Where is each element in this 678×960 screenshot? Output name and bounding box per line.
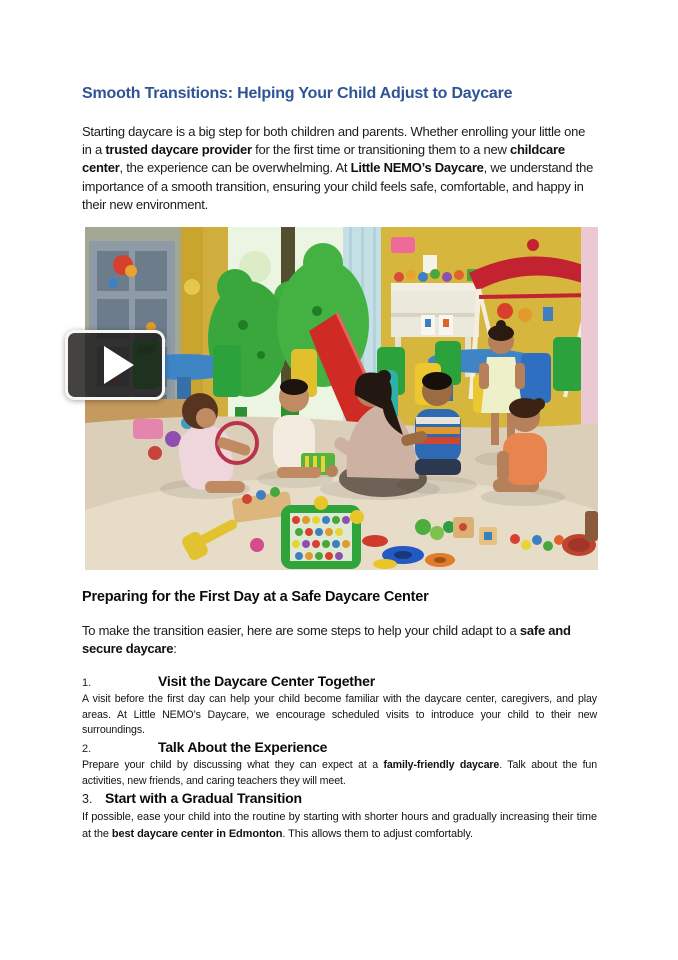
step-number: 3.	[82, 792, 93, 806]
step-title: Visit the Daycare Center Together	[158, 673, 375, 689]
step-body: Prepare your child by discussing what they can expect at a family-friendly daycare. Talk about the fun activities, new friends, and caring teachers they will meet.	[82, 759, 597, 787]
intro-paragraph: Starting daycare is a big step for both children and parents. Whether enrolling your little one in a trusted daycare provider for the first time or transitioning them to a new childcare center, the experience can be overwhelming. At Little NEMO’s Daycare, we understand the importance of a smooth transition, ensuring your child feels safe, comfortable, and happy in their new environment.	[82, 124, 594, 212]
section-intro-paragraph: To make the transition easier, here are some steps to help your child adapt to a safe and secure daycare:	[82, 623, 571, 657]
daycare-scene-illustration	[85, 227, 598, 570]
step-title: Start with a Gradual Transition	[105, 790, 302, 806]
step-number: 1.	[82, 677, 92, 689]
play-icon	[104, 346, 134, 384]
step-number: 2.	[82, 743, 92, 755]
play-button[interactable]	[65, 330, 165, 400]
section-heading: Preparing for the First Day at a Safe Daycare Center	[82, 589, 429, 605]
step-body: If possible, ease your child into the routine by starting with shorter hours and gradually increasing their time at the best daycare center in Edmonton. This allows them to adjust comfortably.	[82, 811, 597, 840]
step-item-3	[82, 789, 597, 854]
article-title: Smooth Transitions: Helping Your Child Adjust to Daycare	[82, 85, 513, 102]
video-thumbnail[interactable]	[85, 227, 598, 570]
step-title: Talk About the Experience	[158, 739, 328, 755]
step-body: A visit before the first day can help your child become familiar with the daycare center, caregivers, and play areas. At Little NEMO’s Daycare, we encourage scheduled visits to introduce your child to their new surroundings.	[82, 693, 597, 737]
